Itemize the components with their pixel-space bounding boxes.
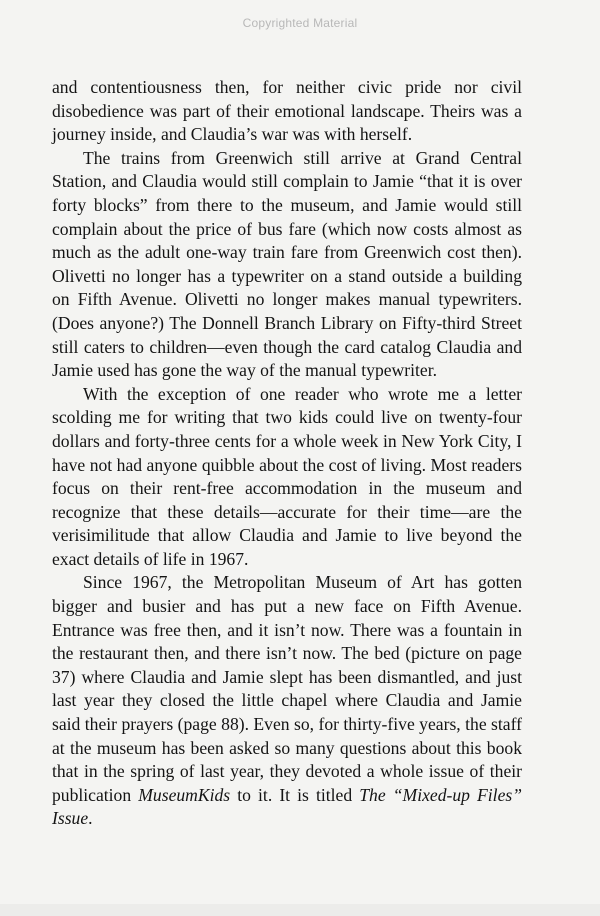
copyright-watermark: Copyrighted Material	[242, 16, 358, 30]
issue-title: The “Mixed-up Files” Issue	[52, 784, 523, 829]
paragraph-4	[52, 571, 522, 831]
paragraph-1: and contentiousness then, for neither civic pride nor civil disobedience was part of their emotional landscape. Theirs was a journey inside, and Claudia’s war was with herself.	[52, 77, 522, 145]
publication-name: MuseumKids	[138, 784, 231, 805]
paragraph-2: The trains from Greenwich still arrive at Grand Central Station, and Claudia would still complain to Jamie “that it is over forty blocks” from there to the museum, and Jamie would still complain about the price of bus fare (which now costs almost as much as the adult one-way train fare from Greenwich cost then). Olivetti no longer has a typewriter on a stand outside a building on Fifth Avenue. Olivetti no longer makes manual typewriters. (Does anyone?) The Donnell Branch Library on Fifty-third Street still caters to children—even though the card catalog Claudia and Jamie used has gone the way of the manual typewriter.	[52, 147, 522, 381]
paragraph-3: With the exception of one reader who wrote me a letter scolding me for writing that two kids could live on twenty-four dollars and forty-three cents for a whole week in New York City, I have not had anyone quibble about the cost of living. Most readers focus on their rent-free accommodation in the museum and recognize that these details—accurate for their time—are the verisimilitude that allow Claudia and Jamie to live beyond the exact details of life in 1967.	[52, 383, 522, 569]
page-bottom-edge	[0, 904, 600, 916]
paragraph-4-end: .	[88, 808, 93, 829]
book-page-text	[52, 76, 522, 831]
paragraph-4-body: Since 1967, the Metropolitan Museum of Art has gotten bigger and busier and has put a new face on Fifth Avenue. Entrance was free then, and it isn’t now. There was a fountain in the restaurant then, and there isn’t now. The bed (picture on page 37) where Claudia and Jamie slept has been dismantled, and just last year they closed the little chapel where Claudia and Jamie said their prayers (page 88). Even so, for thirty-five years, the staff at the museum has been asked so many questions about this book that in the spring of last year, they devoted a whole issue of their publication	[52, 572, 522, 805]
paragraph-4-continuation: to it. It is titled	[237, 784, 353, 805]
